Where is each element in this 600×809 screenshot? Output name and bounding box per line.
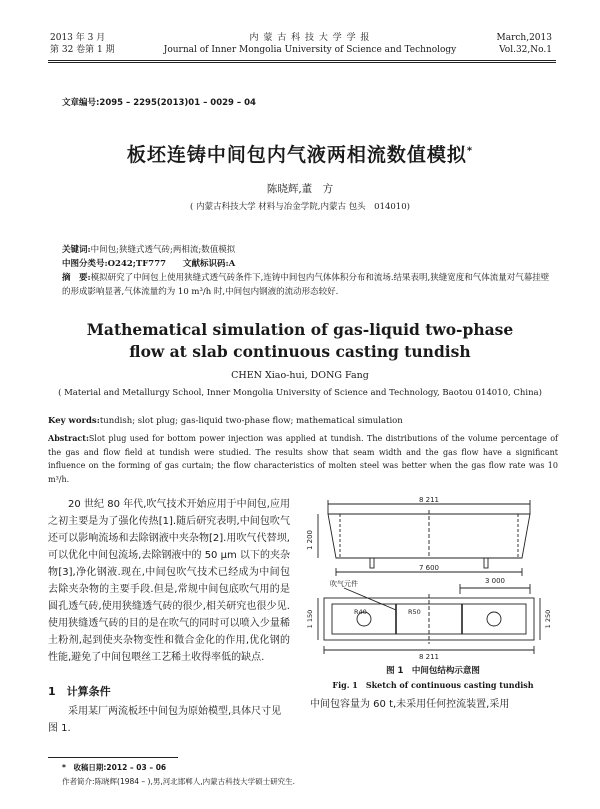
footnote-author: 作者简介:陈晓辉(1984 – ),男,河北邯郸人,内蒙古科技大学硕士研究生. xyxy=(62,777,296,786)
title-cn xyxy=(0,140,600,167)
figure-tundish-sketch xyxy=(300,494,558,660)
abstract-cn-text: 模拟研究了中间包上使用狭缝式透气砖条件下,连铸中间包内气体体积分布和流场.结果表明,狭缝宽度和气体流量对气幕挂壁的形成影响显著,气体流量约为 10 m³/h 时,中间包内钢液的流动形态较好. xyxy=(62,273,550,297)
keywords-cn-text: 中间包;狭缝式透气砖;两相流;数值模拟 xyxy=(90,245,236,255)
keywords-cn xyxy=(62,243,552,255)
keywords-en xyxy=(48,416,558,426)
authors-cn: 陈晓辉,董 方 xyxy=(266,183,334,195)
affiliation-cn: ( 内蒙古科技大学 材料与冶金学院,内蒙古 包头 014010) xyxy=(190,202,410,212)
label-dim-1250: 1 250 xyxy=(544,609,552,629)
header-left xyxy=(50,32,115,56)
label-dim-bottom: 8 211 xyxy=(418,653,440,660)
title-en-line1: Mathematical simulation of gas-liquid two-phase xyxy=(86,320,514,339)
figure-caption-en: Fig. 1 Sketch of continuous casting tundish xyxy=(332,680,534,690)
journal-name-en: Journal of Inner Mongolia University of Science and Technology xyxy=(163,45,457,55)
body-paragraph-2: 采用某厂两流板坯中间包为原始模型,具体尺寸见图 1. xyxy=(48,706,282,734)
title-cn-text: 板坯连铸中间包内气液两相流数值模拟 xyxy=(126,144,467,166)
classification-cn: 中图分类号:O242;TF777 文献标识码:A xyxy=(62,259,236,269)
section-heading: 1 计算条件 xyxy=(48,685,111,698)
label-r40: R40 xyxy=(354,608,367,616)
authors-en: CHEN Xiao-hui, DONG Fang xyxy=(231,370,369,381)
abstract-en-label: Abstract: xyxy=(48,433,89,443)
label-r50: R50 xyxy=(408,608,421,616)
abstract-en xyxy=(48,432,558,486)
label-gas-brick: 吹气元件 xyxy=(330,580,358,588)
plan-view xyxy=(318,584,540,654)
keywords-en-label: Key words: xyxy=(48,416,100,426)
figure-caption-cn: 图 1 中间包结构示意图 xyxy=(386,666,480,676)
footnote-rule xyxy=(48,757,178,758)
body-paragraph-right: 中间包容量为 60 t,未采用任何控流装置,采用 xyxy=(310,699,510,710)
nozzle-left xyxy=(370,558,374,568)
label-dim-1150: 1 150 xyxy=(306,609,314,629)
header-date-en: March,2013 xyxy=(496,33,552,43)
abstract-cn-label: 摘 要: xyxy=(62,273,91,283)
journal-name-cn: 内 蒙 古 科 技 大 学 学 报 xyxy=(249,33,371,43)
abstract-en-text: Slot plug used for bottom power injection was applied at tundish. The distributions of the volume percentage of the gas and flow field at tundish were studied. The results show that seam width and the gas flow have a significant influence on the forming of gas curtain; the flow characteristics of molten steel was better when the gas flow rate was 10 m³/h. xyxy=(48,434,558,484)
nozzle-right xyxy=(484,558,488,568)
header-rule-2 xyxy=(48,62,556,63)
title-en xyxy=(0,319,600,363)
nozzle-circle-right xyxy=(487,612,501,626)
leader-gas-brick xyxy=(344,588,396,610)
header-rule xyxy=(48,60,556,61)
keywords-cn-label: 关键词: xyxy=(62,245,91,255)
affiliation-en: ( Material and Metallurgy School, Inner Mongolia University of Science and Technology, Baotou 014010, China) xyxy=(58,388,542,398)
header-right xyxy=(497,32,553,56)
label-dim-3000: 3 000 xyxy=(484,577,506,585)
footnote-star: * xyxy=(62,763,74,772)
label-dim-bottom-upper: 7 600 xyxy=(418,564,440,572)
header-volume-en: Vol.32,No.1 xyxy=(499,45,552,55)
article-number: 文章编号:2095 – 2295(2013)01 – 0029 – 04 xyxy=(62,98,256,108)
body-paragraph-1: 20 世纪 80 年代,吹气技术开始应用于中间包,应用之初主要是为了强化传热[1].随后研究表明,中间包吹气还可以影响流场和去除钢液中夹杂物[2].用吹气代替坝,可以优化中间包流场,去除钢液中的 50 μm 以下的夹杂物[3],净化钢液.现在,中间包吹气技术已经成为中间包去除夹杂物的主要手段.但是,常规中间包底吹气用的是圆孔透气砖,使用狭缝透气砖的很少,相关研究也很少见.使用狭缝透气砖的目的是在吹气的同时可以喷入少量稀土粉剂,起到使夹杂物变性和微合金化的作用,优化钢的性能,避免了中间包喂丝工艺稀土收得率低的缺点. xyxy=(48,499,290,663)
footnote-received xyxy=(62,762,166,773)
label-dim-height: 1 200 xyxy=(306,529,314,551)
header-date: 2013 年 3 月 xyxy=(50,33,106,43)
footnote-received-text: 收稿日期:2012 – 03 – 06 xyxy=(73,763,167,772)
header-center xyxy=(160,32,460,56)
title-en-line2: flow at slab continuous casting tundish xyxy=(129,342,471,361)
header-volume: 第 32 卷第 1 期 xyxy=(50,45,115,55)
abstract-cn xyxy=(62,271,552,299)
title-footnote-mark: * xyxy=(466,145,474,157)
label-dim-top: 8 211 xyxy=(418,496,440,504)
keywords-en-text: tundish; slot plug; gas-liquid two-phase flow; mathematical simulation xyxy=(99,416,403,426)
